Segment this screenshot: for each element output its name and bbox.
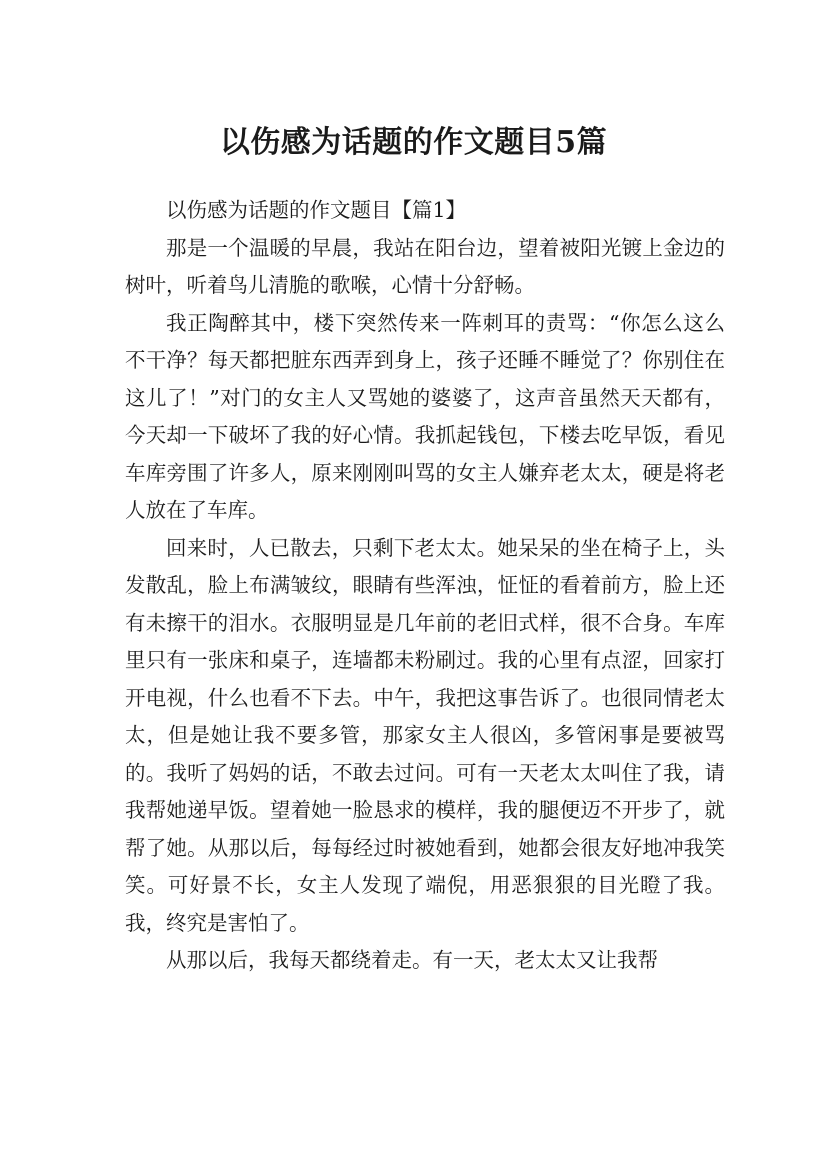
document-title: 以伤感为话题的作文题目5篇 [219, 125, 608, 161]
paragraph-2: 我正陶醉其中，楼下突然传来一阵刺耳的责骂：“你怎么这么不干净？每天都把脏东西弄到身上，孩子还睡不睡觉了？你别住在这儿了！”对门的女主人又骂她的婆婆了，这声音虽然天天都有，今天却一下破坏了我的好心情。我抓起钱包，下楼去吃早饭，看见车库旁围了许多人，原来刚刚叫骂的女主人嫌弃老太太，硬是将老人放在了车库。 [125, 310, 725, 522]
paragraph-4: 从那以后，我每天都绕着走。有一天，老太太又让我帮 [166, 948, 658, 972]
paragraph-1: 那是一个温暖的早晨，我站在阳台边，望着被阳光镀上金边的树叶，听着鸟儿清脆的歌喉，心情十分舒畅。 [125, 235, 725, 297]
paragraph-3: 回来时，人已散去，只剩下老太太。她呆呆的坐在椅子上，头发散乱，脸上布满皱纹，眼睛有些浑浊，怔怔的看着前方，脸上还有未擦干的泪水。衣服明显是几年前的老旧式样，很不合身。车库里只有一张床和桌子，连墙都未粉刷过。我的心里有点涩，回家打开电视，什么也看不下去。中午，我把这事告诉了。也很同情老太太，但是她让我不要多管，那家女主人很凶，多管闲事是要被骂的。我听了妈妈的话，不敢去过问。可有一天老太太叫住了我，请我帮她递早饭。望着她一脸恳求的模样，我的腿便迈不开步了，就帮了她。从那以后，每每经过时被她看到，她都会很友好地冲我笑笑。可好景不长，女主人发现了端倪，用恶狠狠的目光瞪了我。我，终究是害怕了。 [125, 535, 725, 935]
section-heading: 以伤感为话题的作文题目【篇1】 [166, 198, 467, 222]
document-body [125, 192, 725, 980]
